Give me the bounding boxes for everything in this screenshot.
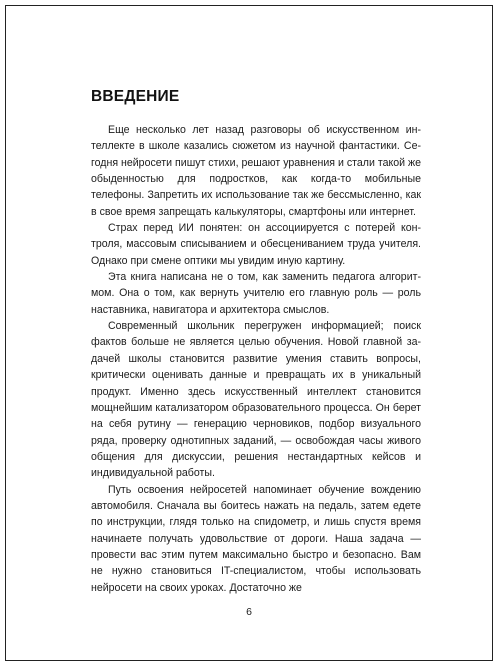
paragraph: Страх перед ИИ понятен: он ассоциируется с потерей контроля, массовым списыванием и обесцениванием труда учителя. Однако при смене оптики мы увидим иную картину. xyxy=(91,222,421,267)
paragraph: Современный школьник перегружен информацией; поиск фактов больше не является целью обучения. Новой главной задачей школы становится развитие умения ставить вопросы, критически оценивать данные и превращать их в уникальный продукт. Именно здесь искусственный интеллект становится мощнейшим катализатором образовательного процесса. Он берет на себя рутину — генерацию черновиков, подбор визуального ряда, проверку однотипных заданий, — освобождая часы живого общения для дискуссии, решения нестандартных кейсов и индивидуальной работы. xyxy=(91,320,421,480)
chapter-heading: ВВЕДЕНИЕ xyxy=(91,88,180,105)
paragraph: Путь освоения нейросетей напоминает обучение вождению автомобиля. Сначала вы боитесь нажать на педаль, затем едете по инструкции, глядя только на спидометр, и лишь спустя время начинаете получать удовольствие от дороги. Наша задача — провести вас этим путем максимально быстро и безопасно. Вам не нужно становиться IT-специалистом, чтобы использовать нейросети на своих уроках. Достаточно же xyxy=(91,483,421,594)
book-page xyxy=(5,5,493,661)
paragraph: Еще несколько лет назад разговоры об искусственном интеллекте в школе казались сюжетом из научной фантастики. Сегодня нейросети пишут стихи, решают уравнения и стали такой же обыденностью для подростков, как когда-то мобильные телефоны. Запретить их использование так же бессмысленно, как в свое время запрещать калькуляторы, смартфоны или интернет. xyxy=(91,124,421,218)
page-content xyxy=(91,88,421,596)
page-number: 6 xyxy=(246,606,252,618)
paragraph: Эта книга написана не о том, как заменить педагога алгоритмом. Она о том, как вернуть учителю его главную роль — роль наставника, навигатора и архитектора смыслов. xyxy=(91,271,421,316)
